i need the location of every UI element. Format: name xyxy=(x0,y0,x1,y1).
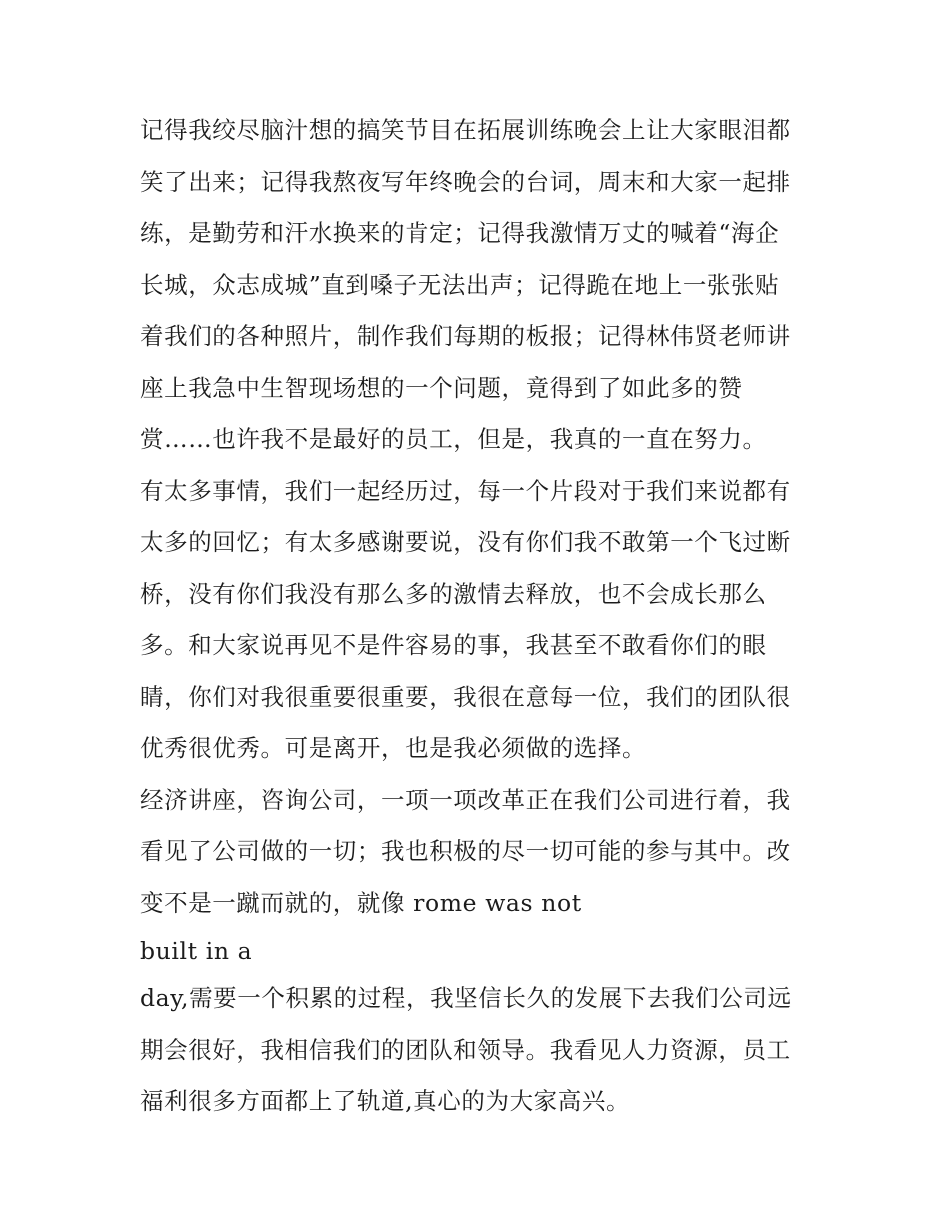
text-line: 笑了出来；记得我熬夜写年终晚会的台词，周末和大家一起排 xyxy=(140,167,791,196)
text-line: 福利很多方面都上了轨道,真心的为大家高兴。 xyxy=(140,1087,631,1115)
text-line: 经济讲座，咨询公司，一项一项改革正在我们公司进行着，我 xyxy=(140,785,791,814)
text-line: 着我们的各种照片，制作我们每期的板报；记得林伟贤老师讲 xyxy=(140,322,791,350)
text-line: built in a xyxy=(140,937,253,965)
paragraph-2 xyxy=(140,466,812,775)
text-line: 有太多事情，我们一起经历过，每一个片段对于我们来说都有 xyxy=(140,476,791,505)
text-line: 变不是一蹴而就的，就像 rome was not xyxy=(140,888,582,917)
text-line: 练，是勤劳和汗水换来的肯定；记得我激情万丈的喊着“海企 xyxy=(140,219,780,247)
text-line: 太多的回忆；有太多感谢要说，没有你们我不敢第一个飞过断 xyxy=(140,528,791,556)
text-line: 期会很好，我相信我们的团队和领导。我看见人力资源，员工 xyxy=(140,1035,791,1064)
paragraph-3 xyxy=(140,775,812,1128)
text-line: day,需要一个积累的过程，我坚信长久的发展下去我们公司远 xyxy=(140,984,792,1012)
text-line: 座上我急中生智现场想的一个问题，竟得到了如此多的赞 xyxy=(140,373,743,402)
paragraph-1 xyxy=(140,105,812,466)
text-line: 赏……也许我不是最好的员工，但是，我真的一直在努力。 xyxy=(140,425,767,453)
text-line: 桥，没有你们我没有那么多的激情去释放，也不会成长那么 xyxy=(140,579,767,608)
text-line: 长城，众志成城”直到嗓子无法出声；记得跪在地上一张张贴 xyxy=(140,270,780,299)
text-line: 睛，你们对我很重要很重要，我很在意每一位，我们的团队很 xyxy=(140,682,791,711)
text-line: 优秀很优秀。可是离开，也是我必须做的选择。 xyxy=(140,734,647,762)
text-line: 多。和大家说再见不是件容易的事，我甚至不敢看你们的眼 xyxy=(140,631,767,659)
text-line: 看见了公司做的一切；我也积极的尽一切可能的参与其中。改 xyxy=(140,837,791,865)
text-line: 记得我绞尽脑汁想的搞笑节目在拓展训练晚会上让大家眼泪都 xyxy=(140,116,791,144)
document-body xyxy=(140,105,812,1128)
